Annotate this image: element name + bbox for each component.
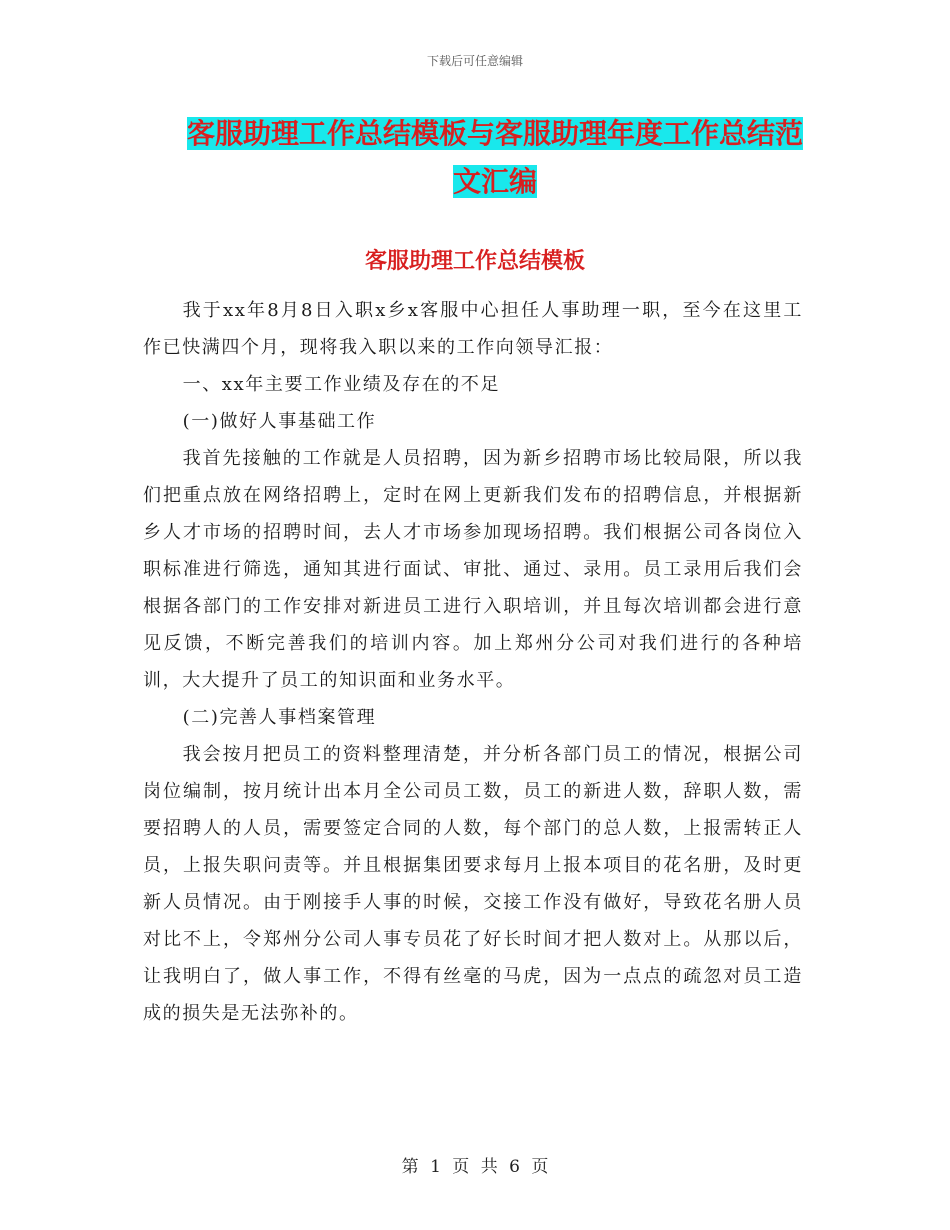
document-body: [143, 292, 803, 1032]
heading-subsection-2: (二)完善人事档案管理: [182, 707, 377, 728]
paragraph-archives: 我会按月把员工的资料整理清楚，并分析各部门员工的情况，根据公司岗位编制，按月统计出本月全公司员工数，员工的新进人数，辞职人数，需要招聘人的人员，需要签定合同的人数，每个部门的总人数，上报需转正人员，上报失职问责等。并且根据集团要求每月上报本项目的花名册，及时更新人员情况。由于刚接手人事的时候，交接工作没有做好，导致花名册人员对比不上，令郑州分公司人事专员花了好长时间才把人数对上。从那以后，让我明白了，做人事工作，不得有丝毫的马虎，因为一点点的疏忽对员工造成的损失是无法弥补的。: [143, 744, 803, 1024]
heading-subsection-1: (一)做好人事基础工作: [182, 411, 377, 432]
heading-part-one: 一、xx年主要工作业绩及存在的不足: [182, 374, 501, 395]
page-footer: 第 1 页 共 6 页: [401, 1157, 549, 1177]
document-title: [175, 110, 815, 206]
document-title-text: 客服助理工作总结模板与客服助理年度工作总结范文汇编: [186, 117, 803, 198]
header-note: 下载后可任意编辑: [426, 54, 523, 68]
paragraph-intro: 我于xx年8月8日入职x乡x客服中心担任人事助理一职，至今在这里工作已快满四个月，现将我入职以来的工作向领导汇报：: [143, 300, 803, 358]
section-title: 客服助理工作总结模板: [364, 248, 585, 274]
paragraph-recruitment: 我首先接触的工作就是人员招聘，因为新乡招聘市场比较局限，所以我们把重点放在网络招聘上，定时在网上更新我们发布的招聘信息，并根据新乡人才市场的招聘时间，去人才市场参加现场招聘。我们根据公司各岗位入职标准进行筛选，通知其进行面试、审批、通过、录用。员工录用后我们会根据各部门的工作安排对新进员工进行入职培训，并且每次培训都会进行意见反馈，不断完善我们的培训内容。加上郑州分公司对我们进行的各种培训，大大提升了员工的知识面和业务水平。: [143, 448, 803, 691]
